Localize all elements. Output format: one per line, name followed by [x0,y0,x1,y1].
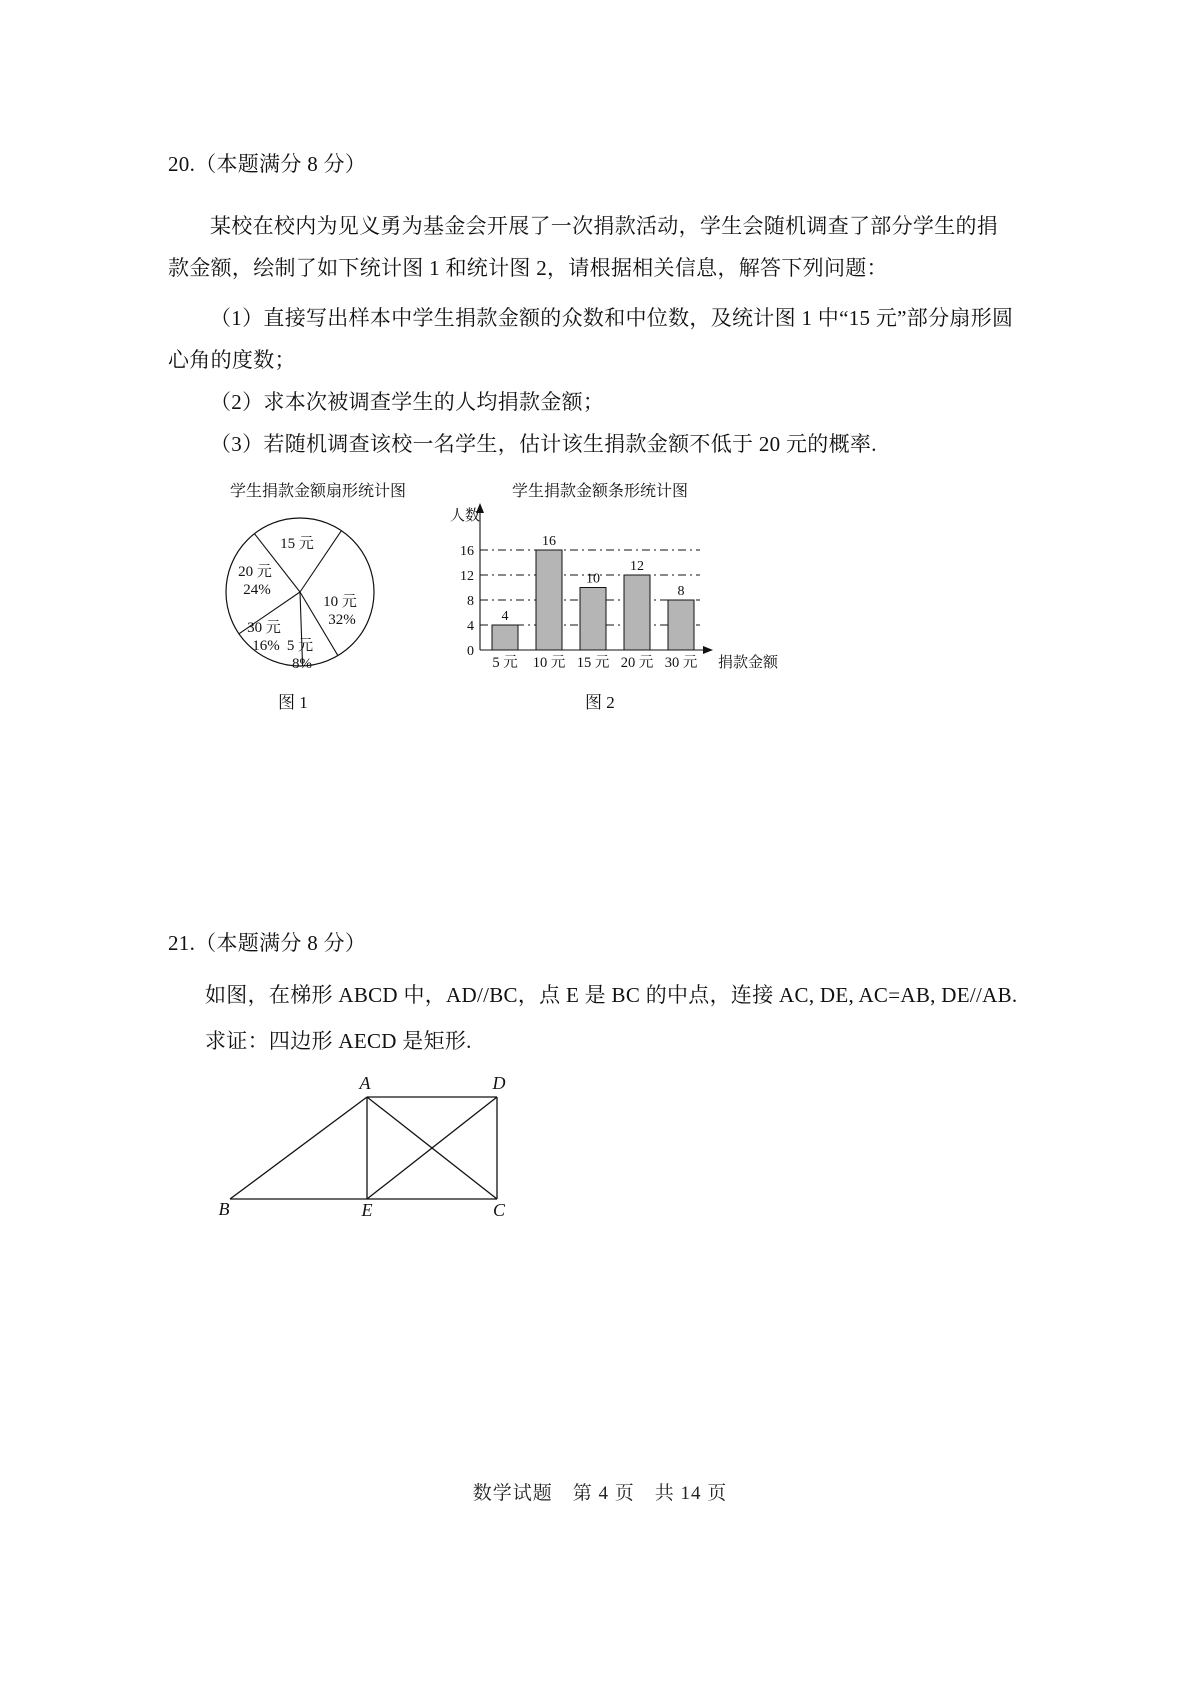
x-tick-label: 10 元 [532,655,566,671]
bar-chart-title: 学生捐款金额条形统计图 [512,483,689,500]
q20-number: 20.（本题满分 8 分） [168,152,367,176]
q20-intro-line2: 款金额，绘制了如下统计图 1 和统计图 2，请根据相关信息，解答下列问题： [168,256,888,280]
bar-value-label: 16 [542,534,556,549]
pie-slice-pct-label: 32% [328,612,356,628]
bar-chart [450,502,870,682]
pie-slice-pct-label: 16% [252,638,280,654]
y-tick-label: 4 [467,619,474,634]
x-axis-label: 捐款金额 [718,655,779,671]
pie-slice-pct-label: 8% [292,656,312,672]
x-tick-label: 5 元 [492,655,518,671]
charts-row [0,472,1200,717]
y-tick-label: 8 [467,594,474,609]
segment-BA [230,1097,367,1199]
bar [668,600,694,650]
q21-number: 21.（本题满分 8 分） [168,931,367,955]
point-label-B: B [218,1199,230,1219]
pie-chart-title: 学生捐款金额扇形统计图 [230,483,407,500]
pie-slice-label: 20 元 [238,564,272,580]
pie-slice-pct-label: 24% [243,582,271,598]
point-label-C: C [492,1200,506,1220]
q21-given: 如图，在梯形 ABCD 中，AD//BC，点 E 是 BC 的中点，连接 AC, DE, AC=AB, DE//AB. [205,983,1018,1007]
y-tick-label: 12 [460,569,474,584]
pie-chart [212,508,392,680]
pie-slice-label: 5 元 [286,638,314,654]
figure1-caption: 图 1 [278,693,308,712]
bar-value-label: 8 [677,584,685,599]
pie-slice-label: 10 元 [323,594,357,610]
y-tick-label: 0 [467,644,474,659]
x-axis-arrow [703,646,713,654]
pie-slice-label: 15 元 [280,536,314,552]
q20-part1-line1: （1）直接写出样本中学生捐款金额的众数和中位数，及统计图 1 中“15 元”部分扇形圆 [210,306,1014,330]
x-tick-label: 15 元 [576,655,610,671]
geometry-figure [215,1075,545,1225]
x-tick-label: 30 元 [664,655,698,671]
point-label-D: D [492,1073,506,1093]
q20-part2: （2）求本次被调查学生的人均捐款金额； [210,390,605,414]
q20-part3: （3）若随机调查该校一名学生，估计该生捐款金额不低于 20 元的概率. [210,432,877,456]
y-tick-label: 16 [460,544,474,559]
q21-prove: 求证：四边形 AECD 是矩形. [205,1029,472,1053]
bar [492,625,518,650]
bar-value-label: 10 [586,571,600,587]
bar [624,575,650,650]
pie-slice-label: 30 元 [247,620,281,636]
q20-intro-line1: 某校在校内为见义勇为基金会开展了一次捐款活动，学生会随机调查了部分学生的捐 [210,214,999,238]
point-label-A: A [359,1073,371,1093]
page-footer: 数学试题 第 4 页 共 14 页 [472,1483,728,1504]
point-label-E: E [361,1200,373,1220]
y-axis-label: 人数 [450,508,481,524]
pie-slice-boundary [300,592,303,666]
bar [580,588,606,651]
q20-part1-line2: 心角的度数； [168,348,296,372]
bar-value-label: 12 [630,559,644,574]
x-tick-label: 20 元 [620,655,654,671]
figure2-caption: 图 2 [585,693,615,712]
bar [536,550,562,650]
bar-value-label: 4 [501,609,509,624]
